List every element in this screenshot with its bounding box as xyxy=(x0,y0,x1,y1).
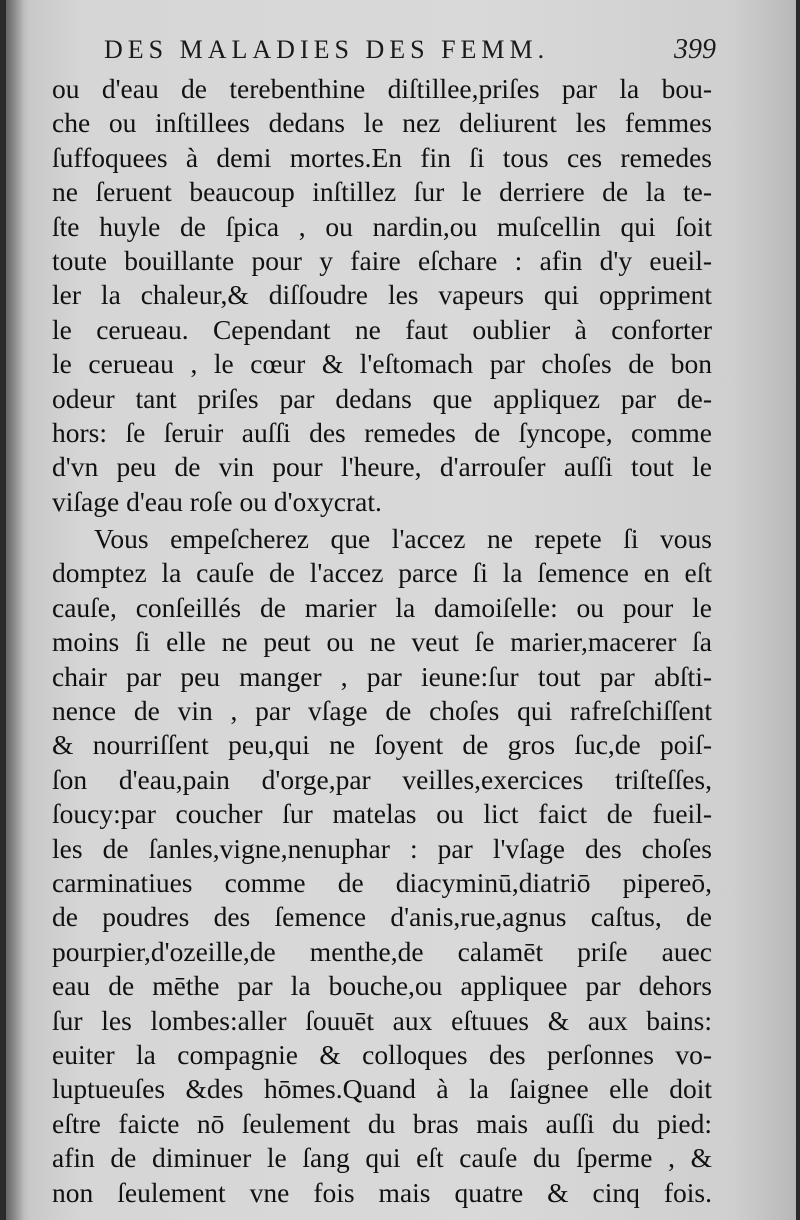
text-line: Vous empeſcherez que l'accez ne repete ſi vous xyxy=(94,523,712,555)
page-number: 399 xyxy=(674,34,716,65)
text-line: cauſe, conſeillés de marier la damoiſelle: ou pour le xyxy=(52,591,712,623)
text-line: de poudres des ſemence d'anis,rue,agnus caſtus, de xyxy=(52,901,712,933)
text-line: odeur tant priſes par dedans que appliquez par de- xyxy=(52,382,712,414)
text-line: chair par peu manger , par ieune:ſur tout par abſti- xyxy=(52,660,712,692)
text-line: afin de diminuer le ſang qui eſt cauſe du ſperme , & xyxy=(52,1142,712,1174)
text-line: toute bouillante pour y faire eſchare : afin d'y eueil- xyxy=(52,244,712,276)
text-line: ne ſeruent beaucoup inſtillez ſur le derriere de la te- xyxy=(52,176,712,208)
text-line: les de ſanles,vigne,nenuphar : par l'vſage des choſes xyxy=(52,832,712,864)
text-line: moins ſi elle ne peut ou ne veut ſe marier,macerer ſa xyxy=(52,626,712,658)
running-title: DES MALADIES DES FEMM. xyxy=(104,35,550,64)
page-header xyxy=(104,34,716,74)
text-line: pourpier,d'ozeille,de menthe,de calamēt priſe auec xyxy=(52,935,712,967)
body-text xyxy=(52,72,712,1210)
text-line: ſoucy:par coucher ſur matelas ou lict faict de fueil- xyxy=(52,798,712,830)
text-line: ler la chaleur,& diſſoudre les vapeurs qui oppriment xyxy=(52,279,712,311)
text-line: ſon d'eau,pain d'orge,par veilles,exercices triſteſſes, xyxy=(52,763,712,795)
text-line: luptueuſes &des hōmes.Quand à la ſaignee elle doit xyxy=(52,1073,712,1105)
text-line: nence de vin , par vſage de choſes qui rafreſchiſſent xyxy=(52,695,712,727)
text-line: domptez la cauſe de l'accez parce ſi la ſemence en eſt xyxy=(52,557,712,589)
text-line: viſage d'eau roſe ou d'oxycrat. xyxy=(52,485,382,517)
text-line: le cerueau. Cependant ne faut oublier à conforter xyxy=(52,313,712,345)
text-line: che ou inſtillees dedans le nez deliurent les femmes xyxy=(52,107,712,139)
text-line: ſte huyle de ſpica , ou nardin,ou muſcellin qui ſoit xyxy=(52,210,712,242)
text-line: eau de mēthe par la bouche,ou appliquee par dehors xyxy=(52,970,712,1002)
text-line: non ſeulement vne fois mais quatre & cinq fois. xyxy=(52,1176,712,1208)
text-line: ou d'eau de terebenthine diſtillee,priſes par la bou- xyxy=(52,73,712,104)
text-line: euiter la compagnie & colloques des perſonnes vo- xyxy=(52,1038,712,1070)
paragraph-1 xyxy=(52,72,712,519)
paragraph-2 xyxy=(52,522,712,1210)
text-line: hors: ſe ſeruir auſſi des remedes de ſyncope, comme xyxy=(52,416,712,448)
book-page xyxy=(6,0,796,1220)
text-line: eſtre faicte nō ſeulement du bras mais auſſi du pied: xyxy=(52,1107,712,1139)
gutter-shadow xyxy=(6,0,24,1220)
text-line: carminatiues comme de diacyminū,diatriō pipereō, xyxy=(52,866,712,898)
text-line: & nourriſſent peu,qui ne ſoyent de gros ſuc,de poiſ- xyxy=(52,729,712,761)
text-line: ſur les lombes:aller ſouuēt aux eſtuues & aux bains: xyxy=(52,1004,712,1036)
text-line: ſuffoquees à demi mortes.En fin ſi tous ces remedes xyxy=(52,141,712,173)
text-line: d'vn peu de vin pour l'heure, d'arrouſer auſſi tout le xyxy=(52,451,712,483)
text-line: le cerueau , le cœur & l'eſtomach par choſes de bon xyxy=(52,348,712,380)
